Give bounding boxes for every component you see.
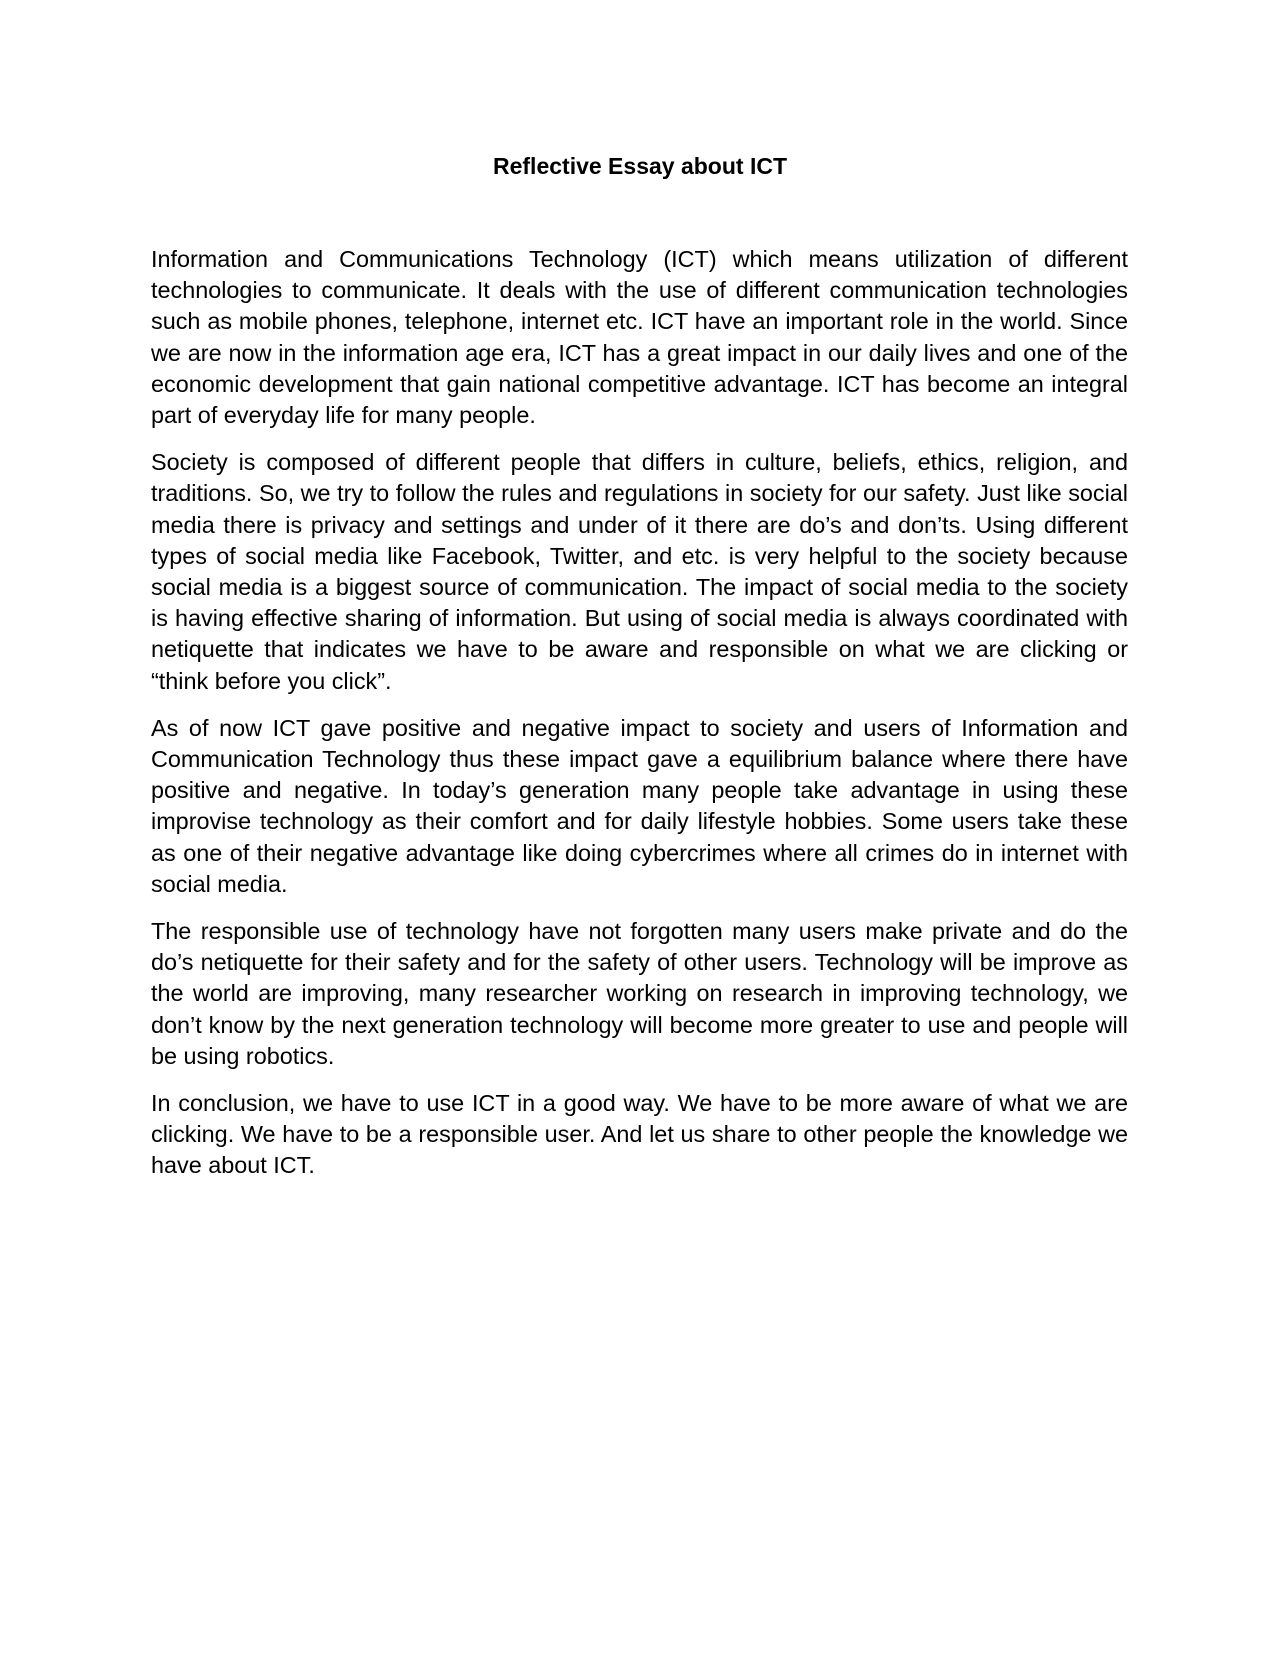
essay-body — [151, 244, 1128, 1198]
paragraph-4: The responsible use of technology have not forgotten many users make private and do the do’s netiquette for their safety and for the safety of other users. Technology will be improve as the world are improving, many researcher working on research in improving technology, we don’t know by the next generation technology will become more greater to use and people will be using robotics. — [151, 918, 1128, 1069]
paragraph-5: In conclusion, we have to use ICT in a good way. We have to be more aware of what we are clicking. We have to be a responsible user. And let us share to other people the knowledge we have about ICT. — [151, 1090, 1128, 1179]
paragraph-3: As of now ICT gave positive and negative impact to society and users of Information and Communication Technology thus these impact gave a equilibrium balance where there have positive and negative. In today’s generation many people take advantage in using these improvise technology as their comfort and for daily lifestyle hobbies. Some users take these as one of their negative advantage like doing cybercrimes where all crimes do in internet with social media. — [151, 714, 1128, 897]
essay-title: Reflective Essay about ICT — [493, 153, 787, 179]
paragraph-1: Information and Communications Technology (ICT) which means utilization of different technologies to communicate. It deals with the use of different communication technologies such as mobile phones, telephone, internet etc. ICT have an important role in the world. Since we are now in the information age era, ICT has a great impact in our daily lives and one of the economic development that gain national competitive advantage. ICT has become an integral part of everyday life for many people. — [151, 246, 1128, 429]
paragraph-2: Society is composed of different people that differs in culture, beliefs, ethics, religion, and traditions. So, we try to follow the rules and regulations in society for our safety. Just like social media there is privacy and settings and under of it there are do’s and don’ts. Using different types of social media like Facebook, Twitter, and etc. is very helpful to the society because social media is a biggest source of communication. The impact of social media to the society is having effective sharing of information. But using of social media is always coordinated with netiquette that indicates we have to be aware and responsible on what we are clicking or “think before you click”. — [151, 449, 1128, 694]
